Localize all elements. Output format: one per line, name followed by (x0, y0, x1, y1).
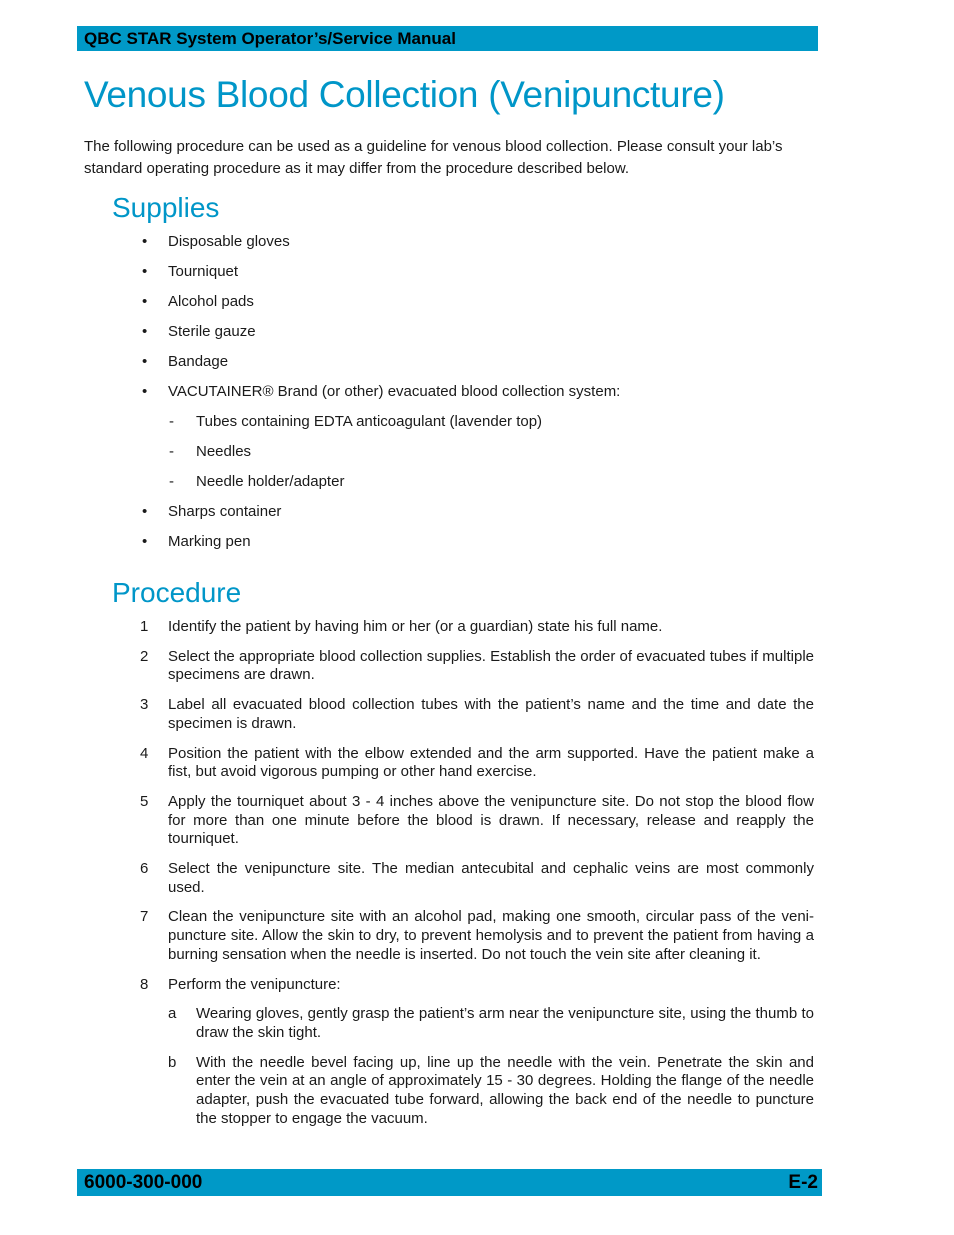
procedure-steps (0, 618, 954, 1139)
procedure-step (0, 696, 954, 733)
procedure-step (0, 976, 954, 995)
procedure-step (0, 745, 954, 782)
step-text: With the needle bevel facing up, line up the needle with the vein. Penetrate the skin and enter the vein at an angle of approximately 15 - 30 degrees. Holding the flange of the needle adapter, push the evacuated tube forward, allowing the back end of the needle to puncture the stopper to engage the vacuum. (196, 1053, 814, 1127)
supply-text: Alcohol pads (168, 293, 254, 310)
step-text: Select the venipuncture site. The median antecubital and cephalic veins are most commonly used. (168, 860, 814, 896)
supply-item (0, 501, 954, 531)
step-text: Label all evacuated blood collection tubes with the patient’s name and the time and date the specimen is drawn. (168, 696, 814, 732)
bullet-marker: • (142, 263, 148, 280)
supply-item (0, 261, 954, 291)
supply-subitem (0, 441, 954, 471)
supply-text: Sterile gauze (168, 323, 256, 340)
supply-item (0, 231, 954, 261)
bullet-marker: • (142, 293, 148, 310)
procedure-step (0, 908, 954, 964)
supply-item (0, 291, 954, 321)
document-number: 6000-300-000 (84, 1172, 203, 1193)
step-text: Apply the tourniquet about 3 - 4 inches above the venipuncture site. Do not stop the blood flow for more than one minute before the blood is drawn. If necessary, release and reapply the tourniquet. (168, 792, 814, 848)
step-text: Select the appropriate blood collection supplies. Establish the order of evacuated tubes if multiple specimens are drawn. (168, 647, 814, 684)
supply-text: Needle holder/adapter (196, 473, 345, 490)
page-number: E-2 (788, 1172, 818, 1193)
supply-text: Marking pen (168, 533, 251, 550)
procedure-step (0, 793, 954, 849)
procedure-step (0, 860, 954, 897)
step-text: Position the patient with the elbow extended and the arm supported. Have the patient make a fist, but avoid vigorous pumping or other hand exercise. (168, 744, 814, 781)
bullet-marker: • (142, 383, 148, 400)
manual-title: QBC STAR System Operator’s/Service Manual (84, 29, 456, 48)
supply-text: Tubes containing EDTA anticoagulant (lavender top) (196, 413, 543, 430)
supply-item (0, 531, 954, 561)
procedure-substep (0, 1054, 954, 1129)
supplies-list (0, 231, 954, 561)
supply-text: Disposable gloves (168, 233, 290, 250)
step-number: 5 (140, 792, 149, 810)
procedure-step (0, 618, 954, 637)
bullet-marker: • (142, 323, 148, 340)
bullet-marker: • (142, 233, 148, 250)
step-number: 3 (140, 696, 149, 714)
supply-text: Sharps container (168, 503, 282, 520)
step-text: Perform the venipuncture: (168, 975, 341, 993)
bullet-marker: • (142, 353, 148, 370)
supply-item (0, 351, 954, 381)
intro-paragraph: The following procedure can be used as a guideline for venous blood collection. Please consult your lab’s standard operating procedure as it may differ from the procedure described below. (84, 138, 783, 177)
step-number: 6 (140, 860, 149, 878)
step-number: 8 (140, 975, 149, 993)
substep-letter: b (168, 1053, 177, 1071)
supply-subitem (0, 411, 954, 441)
supplies-heading: Supplies (112, 192, 220, 223)
step-text: Identify the patient by having him or her (or a guardian) state his full name. (168, 618, 663, 635)
supply-item (0, 381, 954, 411)
supply-subitem (0, 471, 954, 501)
step-text: Wearing gloves, gently grasp the patient’s arm near the venipuncture site, using the thumb to draw the skin tight. (196, 1005, 814, 1041)
substep-letter: a (168, 1005, 177, 1023)
procedure-step (0, 648, 954, 685)
dash-marker: - (169, 443, 174, 460)
supply-text: VACUTAINER® Brand (or other) evacuated blood collection system: (168, 383, 621, 400)
procedure-substep (0, 1005, 954, 1042)
bullet-marker: • (142, 533, 148, 550)
bullet-marker: • (142, 503, 148, 520)
dash-marker: - (169, 473, 174, 490)
step-number: 1 (140, 618, 149, 635)
supply-item (0, 321, 954, 351)
supply-text: Tourniquet (168, 263, 239, 280)
page-title: Venous Blood Collection (Venipuncture) (84, 74, 725, 115)
supply-text: Bandage (168, 353, 229, 370)
step-number: 4 (140, 744, 149, 762)
supply-text: Needles (196, 443, 252, 460)
dash-marker: - (169, 413, 174, 430)
step-text: Clean the venipuncture site with an alcohol pad, making one smooth, circular pass of the veni-puncture site. Allow the skin to dry, to prevent hemolysis and to prevent the patient from having a burning sensation when the needle is inserted. Do not touch the vein site after cleaning it. (168, 908, 814, 963)
manual-title-bar (77, 26, 818, 51)
procedure-heading: Procedure (112, 577, 242, 608)
footer-bar (77, 1169, 822, 1196)
step-number: 7 (140, 908, 149, 926)
step-number: 2 (140, 647, 149, 665)
